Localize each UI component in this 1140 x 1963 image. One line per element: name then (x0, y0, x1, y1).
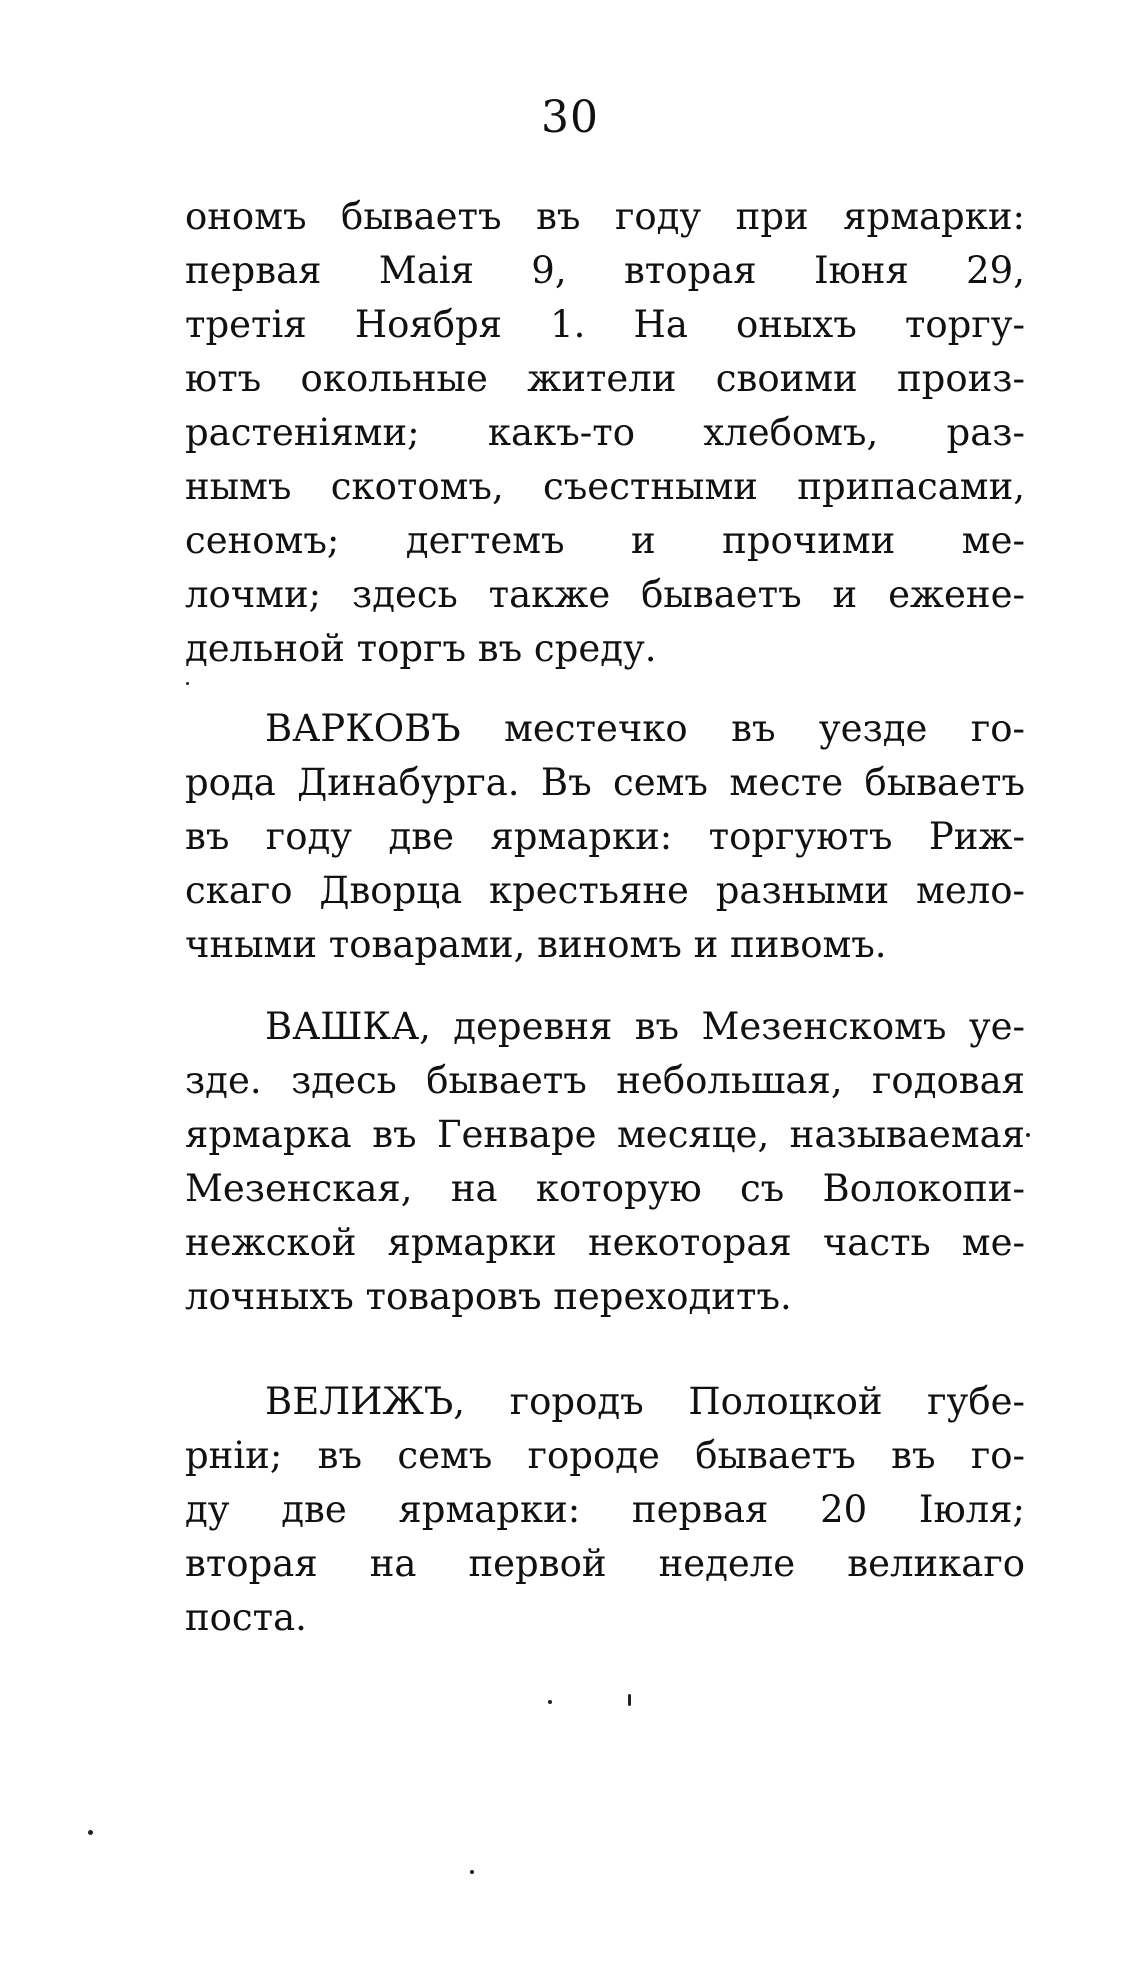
text-line: ВАРКОВЪ местечко въ уезде го- (265, 707, 1025, 750)
text-line: нымъ скотомъ, съестными припасами, (185, 465, 1025, 508)
text-line: лочми; здесь также бываетъ и ежене- (185, 573, 1025, 616)
text-line: поста. (185, 1596, 307, 1639)
text-line: ярмарка въ Генваре месяце, называемая (185, 1113, 1025, 1156)
text-line: ду две ярмарки: первая 20 Іюля; (185, 1488, 1025, 1531)
text-line: нежской ярмарки некоторая часть ме- (185, 1221, 1025, 1264)
text-line: лочныхъ товаровъ переходитъ. (185, 1275, 792, 1318)
text-line: скаго Дворца крестьяне разными мело- (185, 869, 1025, 912)
text-line: дельной торгъ въ среду. (185, 627, 657, 670)
text-line: Мезенская, на которую съ Волокопи- (185, 1167, 1025, 1210)
page-number: 30 (541, 92, 599, 143)
text-line: ономъ бываетъ въ году при ярмарки: (185, 195, 1025, 238)
text-line: зде. здесь бываетъ небольшая, годовая (185, 1059, 1025, 1102)
text-line: рніи; въ семъ городе бываетъ въ го- (185, 1434, 1025, 1477)
paragraph-3 (185, 1000, 1025, 1324)
print-speck (628, 1694, 631, 1706)
print-speck (1026, 1133, 1030, 1137)
print-speck (186, 682, 189, 685)
text-line: ютъ окольные жители своими произ- (185, 357, 1025, 400)
paragraph-1 (185, 190, 1025, 676)
text-line: первая Маія 9, вторая Іюня 29, (185, 249, 1025, 292)
text-line: вторая на первой неделе великаго (185, 1542, 1025, 1585)
text-line: ВАШКА, деревня въ Мезенскомъ уе- (265, 1005, 1025, 1048)
print-speck (88, 1830, 93, 1835)
paragraph-4 (185, 1375, 1025, 1645)
text-line: растеніями; какъ-то хлебомъ, раз- (185, 411, 1025, 454)
text-line: чными товарами, виномъ и пивомъ. (185, 923, 887, 966)
text-line: третія Ноября 1. На оныхъ торгу- (185, 303, 1025, 346)
print-speck (470, 1870, 474, 1874)
text-line: въ году две ярмарки: торгуютъ Риж- (185, 815, 1025, 858)
print-speck (548, 1700, 552, 1704)
paragraph-2 (185, 702, 1025, 972)
text-line: рода Динабурга. Въ семъ месте бываетъ (185, 761, 1025, 804)
text-line: ВЕЛИЖЪ, городъ Полоцкой губе- (265, 1380, 1025, 1423)
text-line: сеномъ; дегтемъ и прочими ме- (185, 519, 1025, 562)
